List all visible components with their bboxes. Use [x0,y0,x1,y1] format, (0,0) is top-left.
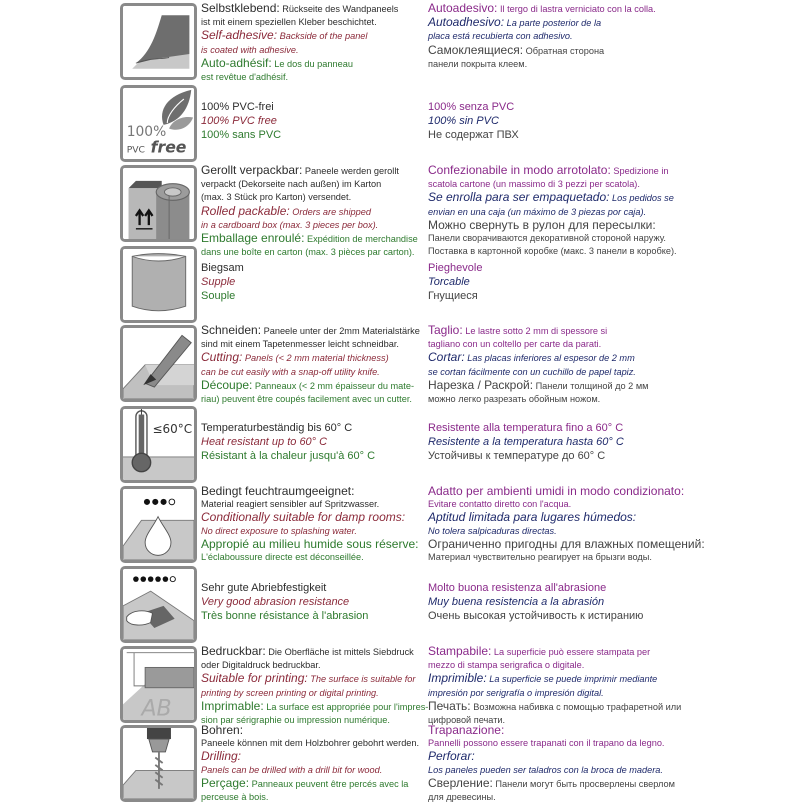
ru-heading: Нарезка / Раскрой: [428,377,534,392]
fr-description-line: riau) peuvent être coupés facilement avec un cutter. [201,394,412,405]
it-description-line: tagliano con un coltello per carte da parati. [428,339,602,350]
de-heading: Schneiden: [201,323,262,337]
es-description-line: No tolera salpicaduras directas. [428,525,557,536]
it-heading: Adatto per ambienti umidi in modo condizionato: [428,484,685,498]
pvc-free-percent-text: 100% [126,123,167,140]
ru-description-line: Панели сворачиваются декоративной стороной наружу. [428,233,666,244]
fr-description-line: perceuse à bois. [201,792,269,803]
es-heading: Torcable [428,276,470,288]
ru-description-line: можно легко разрезать обойным ножом. [428,394,601,405]
water-drop-icon [120,486,197,563]
de-description-line: Rückseite des Wandpaneels [279,4,399,14]
it-heading: Stampabile: [428,644,492,658]
de-heading: Biegsam [201,262,244,274]
cutting-knife-icon [120,325,197,402]
ru-entry [428,777,728,791]
it-description-line: mezzo di stampa serigrafica o digitale. [428,660,585,671]
left-language-column [201,164,416,259]
fr-heading: Perçage: [201,775,250,790]
right-language-column [428,421,728,463]
it-entry [428,645,728,659]
it-heading: Taglio: [428,323,463,337]
es-description-line: placa está recubierta con adhesivo. [428,31,573,42]
en-description-line: can be cut easily with a snap-off utility knife. [201,366,380,377]
es-description-line: impresión por serigrafía o impresión digital. [428,687,604,698]
ru-description-line: Возможна набивка с помощью трафаретной или [470,701,682,712]
es-heading: Cortar: [428,350,465,365]
svg-text:≤60°C: ≤60°C [152,421,193,436]
it-heading: Trapanazione: [428,723,505,737]
fr-description-line: Panneaux (< 2 mm épaisseur du mate- [252,380,415,391]
thermometer-icon [120,406,197,483]
printing-icon [120,646,197,723]
es-entry [428,191,728,205]
es-description-line: Las placas inferiores al espesor de 2 mm [464,353,635,364]
en-entry [201,205,416,219]
es-description-line: envian en una caja (un máximo de 3 piezas por caja). [428,206,647,217]
left-language-column [201,421,416,463]
fr-description-line: Expédition de merchandise [304,234,418,245]
left-language-column [201,723,420,804]
ru-heading: Устойчивы к температуре до 60° C [428,450,606,462]
fr-entry [201,777,416,791]
es-heading: Perforar: [428,749,475,764]
en-heading: Rolled packable: [201,203,290,218]
en-heading: Supple [201,276,236,288]
left-language-column [201,644,429,727]
it-entry [428,2,728,16]
es-heading: Resistente a la temperatura hasta 60° C [428,436,624,448]
en-heading: Heat resistant up to 60° C [201,436,328,448]
fr-heading: Souple [201,290,236,302]
right-language-column [428,581,728,623]
fr-heading: Découpe: [201,377,253,392]
fr-heading: Résistant à la chaleur jusqu'à 60° C [201,450,376,462]
ru-description-line: панели покрыта клеем. [428,58,528,69]
it-description-line: Spedizione in [610,166,669,176]
de-description-line: Paneele werden gerollt [302,166,399,176]
de-entry [201,645,416,659]
fr-description-line: dans une boîte en carton (max. 3 pièces par carton). [201,247,415,258]
ru-heading: Очень высокая устойчивость к истиранию [428,610,644,622]
de-description-line: verpackt (Dekorseite nach außen) im Karton [201,179,382,190]
right-language-column [428,2,728,71]
en-description-line: Panels (< 2 mm material thickness) [242,353,389,364]
fr-heading: 100% sans PVC [201,129,282,141]
left-language-column [201,2,416,84]
fr-description-line: Panneaux peuvent être percés avec la [249,778,409,789]
self-adhesive-icon [120,3,197,80]
de-description-line: sind mit einem Tapetenmesser leicht schneidbar. [201,339,399,350]
ru-heading: Не содержат ПВХ [428,129,519,141]
ru-description-line: Панели толщиной до 2 мм [533,380,649,391]
de-heading: Sehr gute Abriebfestigkeit [201,582,327,594]
en-description-line: Backside of the panel [277,31,368,42]
en-heading: Suitable for printing: [201,671,308,686]
de-description-line: ist mit einem speziellen Kleber beschichtet. [201,17,377,28]
fr-entry [201,232,416,246]
it-heading: 100% senza PVC [428,101,515,113]
right-language-column [428,645,728,727]
fr-description-line: sion par sérigraphie ou impression numérique. [201,715,390,726]
es-heading: Aptitud limitada para lugares húmedos: [428,510,637,525]
drill-icon [120,725,197,802]
ru-entry [428,700,728,714]
en-heading: 100% PVC free [201,115,277,127]
it-heading: Pieghevole [428,262,483,274]
de-heading: Temperaturbeständig bis 60° C [201,422,353,434]
left-language-column [201,100,416,142]
en-description-line: Panels can be drilled with a drill bit for wood. [201,764,383,775]
en-entry [201,351,416,365]
es-heading: Muy buena resistencia a la abrasión [428,596,605,608]
ru-description-line: Панели могут быть просверлены сверлом [492,778,675,789]
it-description-line: Il tergo di lastra verniciato con la colla. [497,4,656,14]
en-heading: Conditionally suitable for damp rooms: [201,510,406,525]
fr-entry [201,698,429,714]
ru-heading: Печать: [428,698,471,713]
ru-description-line: Обратная сторона [523,45,605,56]
it-entry [428,164,728,178]
en-entry [201,672,416,686]
en-heading: Cutting: [201,350,243,365]
de-description-line: Die Oberfläche ist mittels Siebdruck [265,647,414,657]
fr-heading: Emballage enroulé: [201,231,305,246]
en-description-line: No direct exposure to splashing water. [201,525,357,536]
it-description-line: Pannelli possono essere trapanati con il trapano da legno. [428,738,665,749]
right-language-column [428,724,728,804]
ru-entry [428,379,728,393]
ru-heading: Сверление: [428,775,493,790]
en-heading: Self-adhesive: [201,28,278,43]
de-heading: 100% PVC-frei [201,101,274,113]
en-entry [201,29,416,43]
ru-heading: Можно свернуть в рулон для пересылки: [428,217,656,232]
it-description-line: scatola cartone (un massimo di 3 pezzi per scatola). [428,179,640,190]
de-entry [201,323,420,338]
es-description-line: se cortan fácilmente con un cuchillo de papel tapiz. [428,366,636,377]
ru-description-line: Поставка в картонной коробке (макс. 3 панели в коробке). [428,246,677,257]
de-description-line: (max. 3 Stück pro Karton) versendet. [201,192,352,203]
left-language-column [201,323,420,406]
es-heading: Autoadhesivo: [428,15,505,30]
right-language-column [428,261,728,303]
ru-description-line: Материал чувствительно реагирует на брызги воды. [428,552,652,563]
de-description-line: Paneele können mit dem Holzbohrer gebohrt werden. [201,738,420,749]
en-description-line: in a cardboard box (max. 3 pieces per box). [201,219,379,230]
fr-description-line: La surface est appropriée pour l'impres- [263,701,429,712]
es-entry [428,351,728,365]
en-heading: Very good abrasion resistance [201,596,350,608]
de-description-line: oder Digitaldruck bedruckbar. [201,660,321,671]
en-description-line: Orders are shipped [289,206,371,217]
fr-entry [201,379,416,393]
en-description-line: The surface is suitable for [307,674,416,685]
de-heading: Bedruckbar: [201,644,266,658]
left-language-column [201,581,416,623]
en-description-line: is coated with adhesive. [201,44,299,55]
ru-heading: Самоклеящиеся: [428,42,524,57]
flexible-icon [120,246,197,323]
de-heading: Bedingt feuchtraumgeeignet: [201,484,355,498]
fr-description-line: Le dos du panneau [271,58,353,69]
ru-heading: Ограниченно пригодны для влажных помещений: [428,536,705,551]
fr-description-line: L'éclaboussure directe est déconseillée. [201,552,364,563]
right-language-column [428,485,728,564]
ru-description-line: для древесины. [428,792,496,803]
ru-entry [428,44,728,58]
it-heading: Autoadesivo: [428,1,498,15]
pvc-free-icon [120,85,197,162]
de-heading: Bohren: [201,723,244,737]
ru-description-line: цифровой печати. [428,715,506,726]
it-heading: Molto buona resistenza all'abrasione [428,582,607,594]
left-language-column [201,261,416,303]
it-description-line: Le lastre sotto 2 mm di spessore si [462,326,608,336]
left-language-column [201,484,419,564]
de-entry [201,164,416,178]
en-description-line: printing by screen printing or digital printing. [201,687,379,698]
de-description-line: Material reagiert sensibler auf Spritzwasser. [201,499,380,510]
de-entry [201,2,416,16]
es-entry [428,672,728,686]
abrasion-hand-icon [120,566,197,643]
rolled-package-icon [120,165,197,242]
de-heading: Selbstklebend: [201,1,280,15]
it-heading: Resistente alla temperatura fino a 60° C [428,422,624,434]
es-heading: 100% sin PVC [428,115,499,127]
es-entry [428,16,728,30]
es-description-line: Los pedidos se [609,193,674,204]
it-description-line: La superficie può essere stampata per [491,647,651,657]
de-description-line: Paneele unter der 2mm Materialstärke [261,326,420,336]
es-heading: Imprimible: [428,671,487,686]
fr-description-line: est revêtue d'adhésif. [201,72,289,83]
fr-heading: Très bonne résistance à l'abrasion [201,610,369,622]
svg-text:PVC: PVC [126,144,146,156]
es-description-line: La superficie se puede imprimir mediante [486,674,658,685]
fr-entry [201,57,416,71]
es-heading: Se enrolla para ser empaquetado: [428,190,610,205]
es-description-line: La parte posterior de la [504,18,602,29]
svg-text:AB: AB [141,695,172,720]
right-language-column [428,100,728,142]
ru-heading: Гнущиеся [428,290,478,302]
it-heading: Confezionabile in modo arrotolato: [428,163,611,177]
right-language-column [428,164,728,258]
it-entry [428,324,728,338]
svg-text:free: free [150,137,187,157]
en-heading: Drilling: [201,749,242,764]
fr-heading: Appropié au milieu humide sous réserve: [201,536,419,551]
fr-heading: Imprimable: [201,698,264,713]
it-description-line: Evitare contatto diretto con l'acqua. [428,499,572,510]
fr-heading: Auto-adhésif: [201,55,272,70]
right-language-column [428,324,728,406]
es-description-line: Los paneles pueden ser taladros con la broca de madera. [428,764,663,775]
de-heading: Gerollt verpackbar: [201,163,303,177]
